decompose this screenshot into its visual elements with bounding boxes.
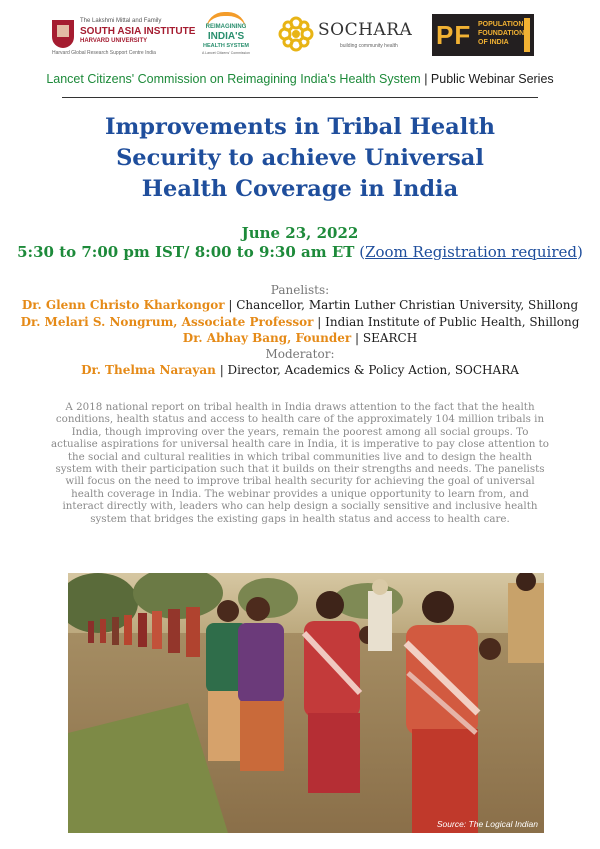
- moderator-affiliation: Director, Academics & Policy Action, SOCHARA: [227, 363, 519, 377]
- description-line: the social and cultural realities in which tribal communities live and to design the health: [67, 450, 533, 463]
- rih-logo-line1: REIMAGINING: [205, 24, 247, 30]
- panelist-row: [0, 331, 600, 345]
- event-date: June 23, 2022: [241, 224, 359, 242]
- moderator-separator: |: [215, 363, 228, 377]
- moderator-row: [0, 363, 600, 377]
- moderator-name: Dr. Thelma Narayan: [81, 363, 216, 377]
- pfi-logo-letters: PF: [436, 20, 472, 50]
- panelists-label: Panelists:: [270, 283, 330, 297]
- description-line: will focus on the need to improve tribal health security for achieving the goal of universal: [65, 475, 535, 488]
- rih-logo-line4: A Lancet Citizens' Commission: [202, 51, 250, 55]
- description-line: system that bridges the existing gaps in health status and access to health care.: [90, 512, 510, 525]
- description-line: health coverage in India. The webinar provides a unique opportunity to learn from, and: [71, 487, 529, 500]
- series-heading: [0, 72, 600, 86]
- moderator-label: Moderator:: [265, 347, 335, 361]
- header-divider: [62, 97, 538, 98]
- harvard-shield-icon: [52, 20, 74, 48]
- series-commission: Lancet Citizens' Commission on Reimagining India's Health System: [46, 72, 421, 86]
- sochara-logo-tagline: building community health: [340, 43, 398, 49]
- panelist-row: [0, 315, 600, 329]
- panelist-affiliation: Chancellor, Martin Luther Christian University, Shillong: [236, 298, 579, 312]
- event-time-line: [0, 243, 600, 261]
- rih-logo-line3: HEALTH SYSTEM: [202, 43, 250, 49]
- panelist-separator: |: [313, 315, 326, 329]
- population-foundation-of-india-logo: [432, 14, 534, 56]
- panelist-name: Dr. Abhay Bang, Founder: [182, 331, 352, 345]
- panelist-separator: |: [351, 331, 363, 345]
- paren-close: ): [577, 243, 583, 261]
- description-line: A 2018 national report on tribal health in India draws attention to the fact that the health: [65, 401, 535, 413]
- panelist-name: Dr. Glenn Christo Kharkongor: [21, 298, 225, 312]
- pfi-logo-text: POPULATION FOUNDATION OF INDIA: [478, 21, 525, 46]
- panelist-affiliation: SEARCH: [362, 331, 418, 345]
- sochara-logo-name: SOCHARA: [318, 20, 413, 40]
- panelist-name: Dr. Melari S. Nongrum, Associate Professor: [20, 315, 314, 329]
- panelist-affiliation: Indian Institute of Public Health, Shillong: [325, 315, 580, 329]
- reimagining-indias-health-system-logo: [202, 12, 250, 60]
- rih-logo-line2: INDIA'S: [207, 31, 245, 42]
- event-time: 5:30 to 7:00 pm IST/ 8:00 to 9:30 am ET: [17, 243, 355, 261]
- pfi-logo-bar: [524, 18, 530, 52]
- series-type: Public Webinar Series: [430, 72, 554, 86]
- photo-illustration: [68, 573, 544, 833]
- logo-bar: [0, 10, 600, 60]
- sai-logo-line4: Harvard Global Research Support Centre India: [52, 50, 156, 56]
- webinar-title: [60, 112, 540, 205]
- sai-logo-line2: SOUTH ASIA INSTITUTE: [80, 26, 196, 37]
- description-line: interact directly with, leaders who can help design a socially sensitive and inclusive health: [62, 500, 538, 513]
- description-line: system with their participation such that it builds on their strengths and needs. The panelists: [55, 463, 545, 476]
- title-line: Improvements in Tribal Health: [104, 114, 496, 140]
- sochara-flower-icon: [278, 16, 314, 52]
- sai-logo-line3: HARVARD UNIVERSITY: [80, 38, 148, 44]
- tribal-women-photo: [68, 573, 544, 833]
- title-line: Health Coverage in India: [141, 176, 459, 202]
- zoom-registration-link[interactable]: Zoom Registration required: [365, 243, 577, 261]
- description-line: actualise aspirations for universal health care in India, it is imperative to pay close attention to: [50, 438, 549, 451]
- panelist-separator: |: [224, 298, 237, 312]
- panelist-row: [0, 298, 600, 312]
- title-line: Security to achieve Universal: [116, 145, 484, 171]
- description-line: conditions, health status and access to health care of the approximately 104 million tribals in: [55, 413, 545, 426]
- webinar-description: [33, 401, 567, 525]
- photo-source-caption: Source: The Logical Indian: [436, 819, 538, 829]
- south-asia-institute-logo: [52, 16, 197, 58]
- description-line: India, though improving over the years, remain the poorest among all social groups. To: [71, 425, 529, 438]
- sai-logo-line1: The Lakshmi Mittal and Family: [80, 18, 162, 24]
- paren-open: (: [359, 243, 366, 261]
- series-separator: |: [420, 72, 431, 86]
- sochara-logo: [278, 16, 412, 56]
